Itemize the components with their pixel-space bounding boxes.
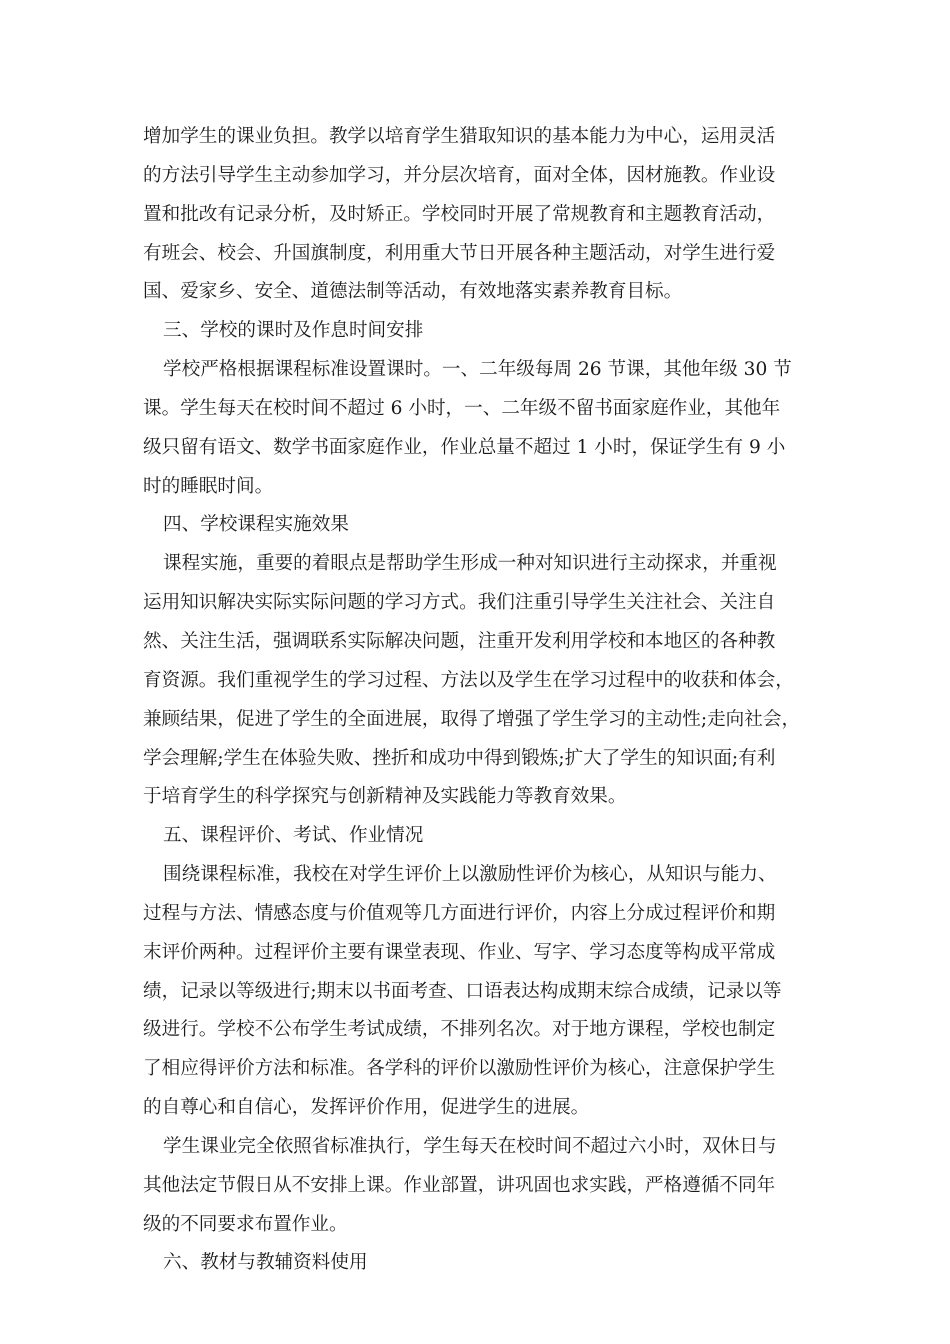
text-line: 过程与方法、情感态度与价值观等几方面进行评价，内容上分成过程评价和期 [143,902,776,924]
text-line: 置和批改有记录分析，及时矫正。学校同时开展了常规教育和主题教育活动， [143,203,776,225]
text-line: 然、关注生活，强调联系实际解决问题，注重开发利用学校和本地区的各种教 [143,630,776,652]
indented-text-line: 三、学校的课时及作息时间安排 [163,320,424,342]
indented-text-line: 课程实施，重要的着眼点是帮助学生形成一种对知识进行主动探求，并重视 [163,553,777,575]
text-line: 时的睡眠时间。 [143,475,274,497]
text-line: 末评价两种。过程评价主要有课堂表现、作业、写字、学习态度等构成平常成 [143,941,776,963]
indented-text-line: 四、学校课程实施效果 [163,514,349,536]
indented-text-line: 五、课程评价、考试、作业情况 [163,825,424,847]
text-line: 增加学生的课业负担。教学以培育学生猎取知识的基本能力为中心，运用灵活 [143,126,776,147]
text-line: 级进行。学校不公布学生考试成绩，不排列名次。对于地方课程，学校也制定 [143,1019,776,1041]
text-line: 于培育学生的科学探究与创新精神及实践能力等教育效果。 [143,786,627,808]
text-line: 国、爱家乡、安全、道德法制等活动，有效地落实素养教育目标。 [143,281,683,303]
text-line: 绩，记录以等级进行;期末以书面考查、口语表达构成期末综合成绩，记录以等 [143,980,782,1002]
text-line: 的自尊心和自信心，发挥评价作用，促进学生的进展。 [143,1097,590,1119]
indented-text-line: 围绕课程标准，我校在对学生评价上以激励性评价为核心，从知识与能力、 [163,864,777,886]
text-line: 了相应得评价方法和标准。各学科的评价以激励性评价为核心，注意保护学生 [143,1058,776,1080]
text-line: 有班会、校会、升国旗制度，利用重大节日开展各种主题活动，对学生进行爱 [143,242,776,264]
text-line: 的方法引导学生主动参加学习，并分层次培育，面对全体，因材施教。作业设 [143,164,776,186]
text-line: 学会理解;学生在体验失败、挫折和成功中得到锻炼;扩大了学生的知识面;有利 [143,747,776,769]
indented-text-line: 学校严格根据课程标准设置课时。一、二年级每周 26 节课，其他年级 30 节 [163,359,792,381]
indented-text-line: 学生课业完全依照省标准执行，学生每天在校时间不超过六小时，双休日与 [163,1135,777,1157]
text-line: 育资源。我们重视学生的学习过程、方法以及学生在学习过程中的收获和体会， [143,669,794,691]
text-line: 级的不同要求布置作业。 [143,1213,348,1235]
text-line: 运用知识解决实际实际问题的学习方式。我们注重引导学生关注社会、关注自 [143,592,776,614]
document-body [143,118,823,1283]
text-line: 级只留有语文、数学书面家庭作业，作业总量不超过 1 小时，保证学生有 9 小 [143,436,786,458]
indented-text-line: 六、教材与教辅资料使用 [163,1252,368,1274]
text-line: 兼顾结果，促进了学生的全面进展，取得了增强了学生学习的主动性;走向社会， [143,708,801,730]
text-line: 其他法定节假日从不安排上课。作业部置，讲巩固也求实践，严格遵循不同年 [143,1174,776,1196]
text-line: 课。学生每天在校时间不超过 6 小时，一、二年级不留书面家庭作业，其他年 [143,397,781,419]
